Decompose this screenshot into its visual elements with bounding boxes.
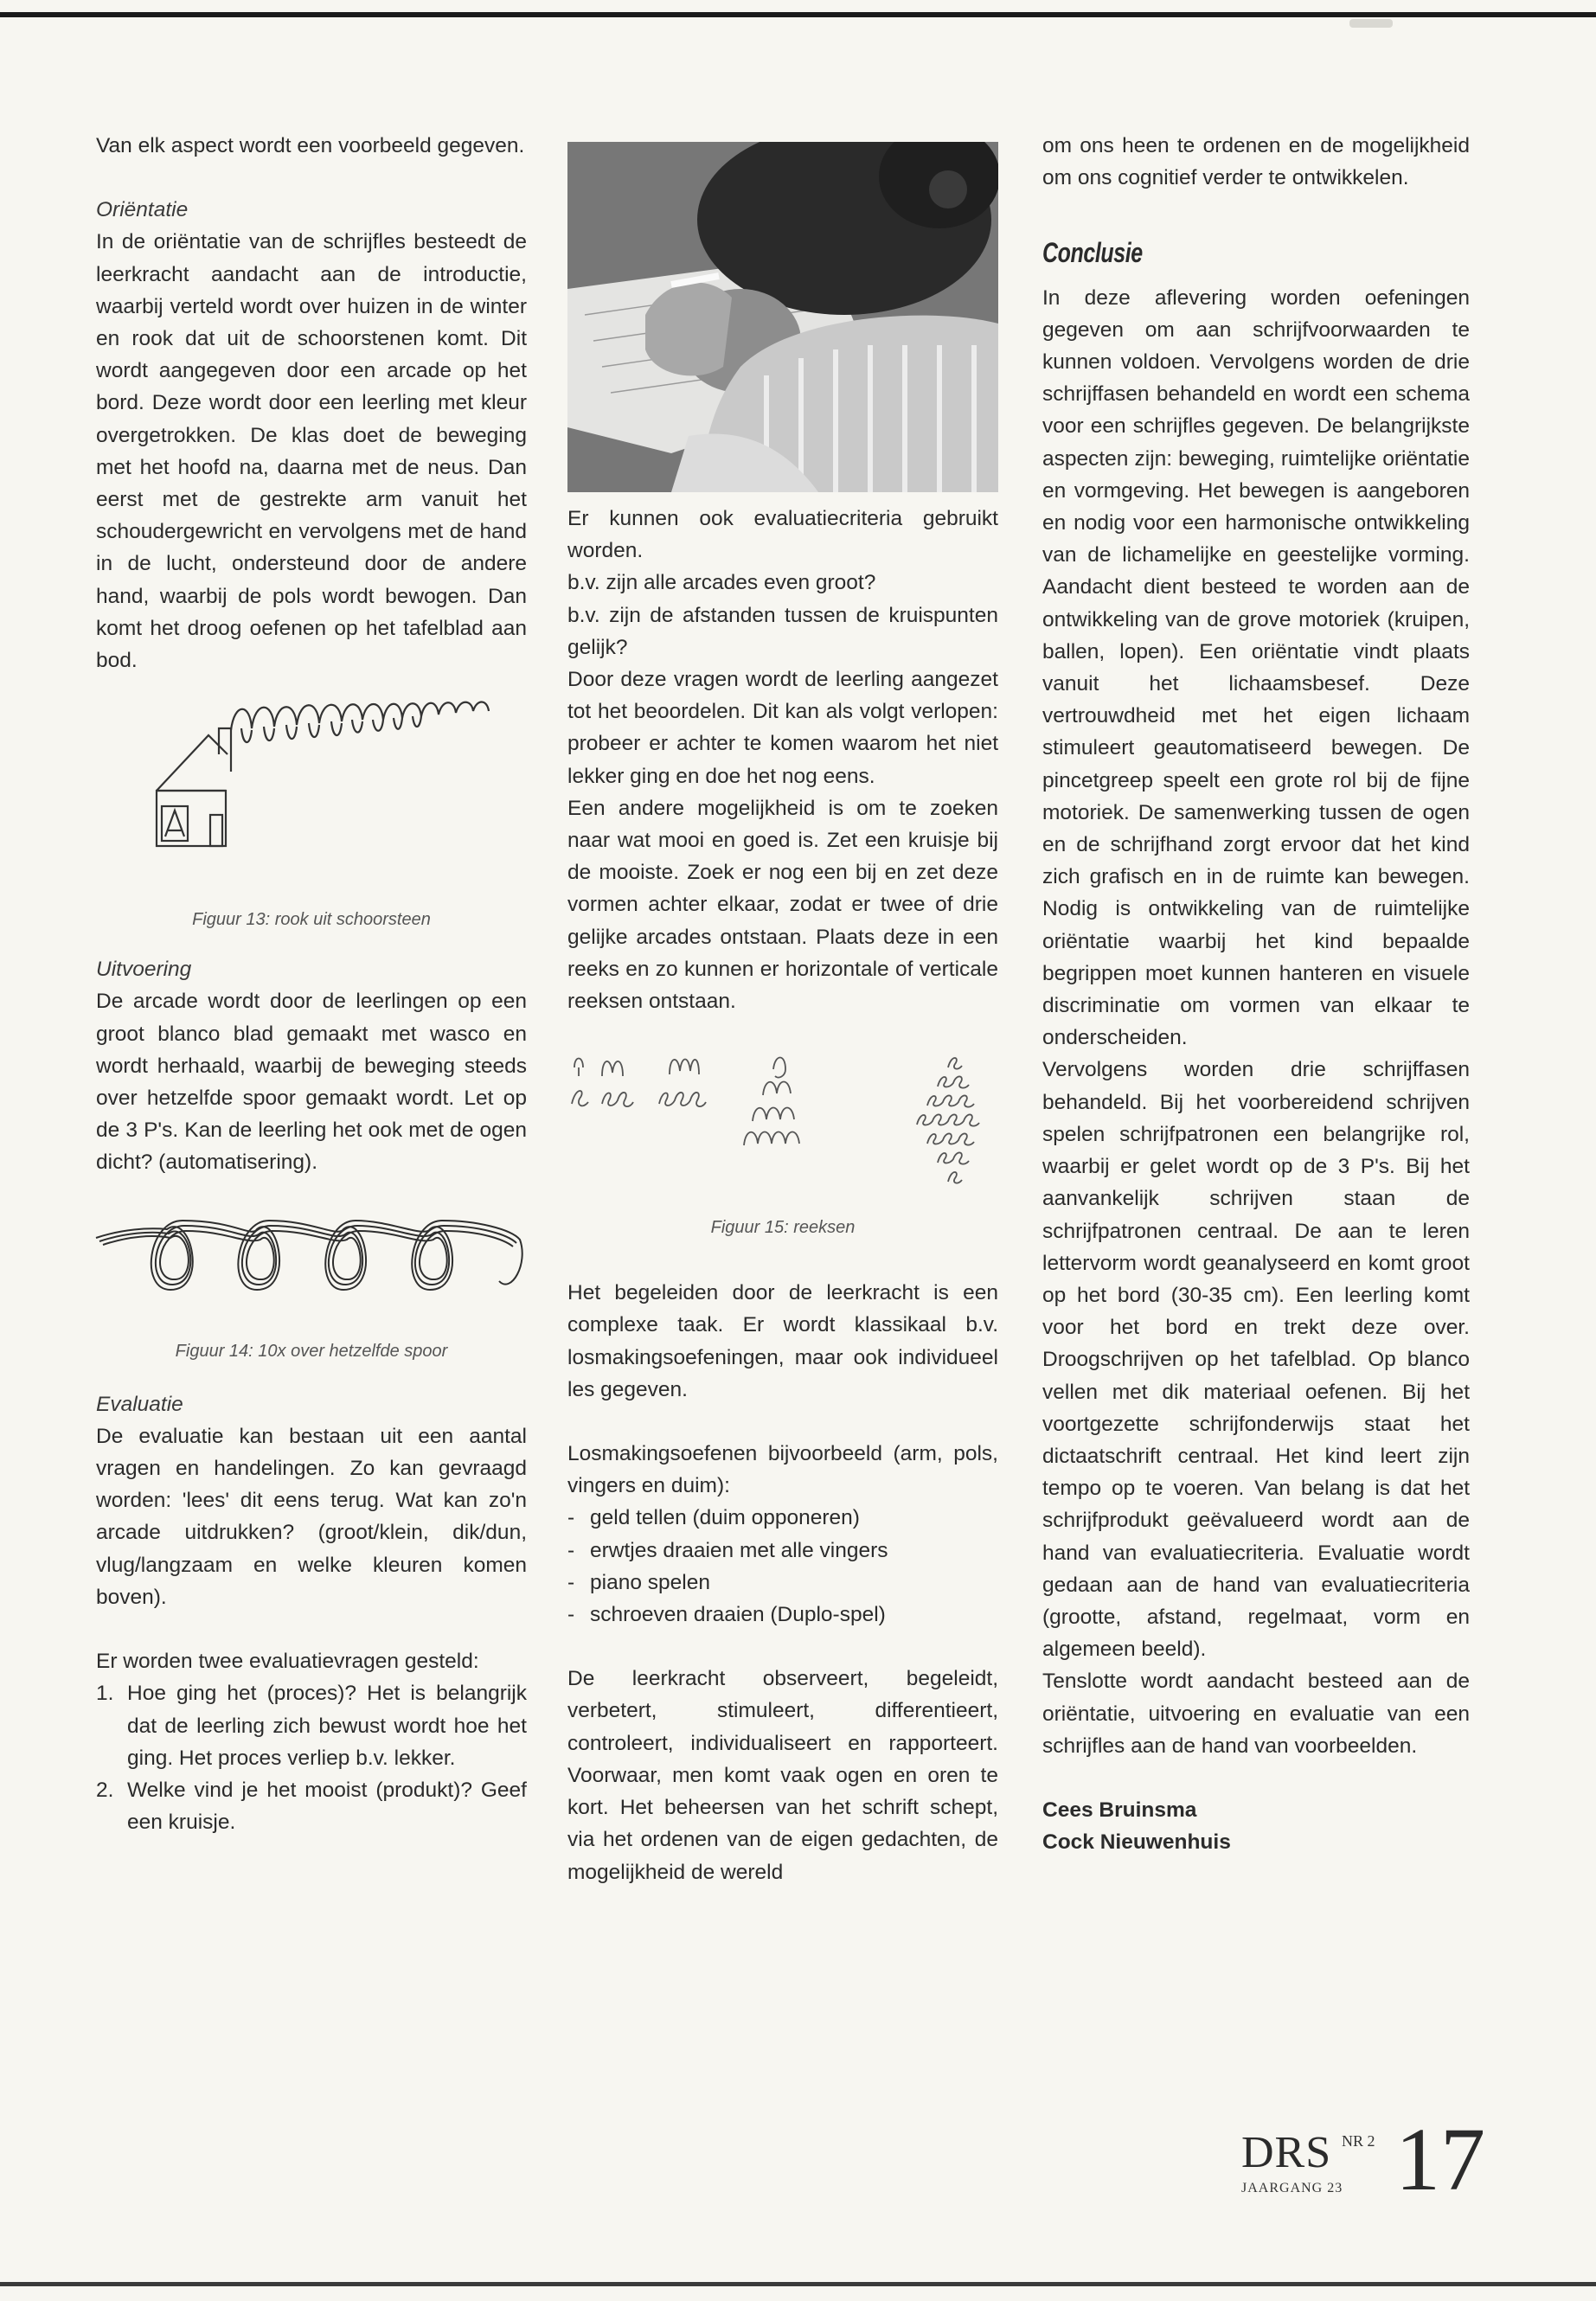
top-rule [0,12,1596,17]
vragen-intro: Er worden twee evaluatievragen gesteld: [96,1650,479,1674]
figure-15 [567,1017,998,1277]
list-item: - schroeven draaien (Duplo-spel) [567,1599,998,1631]
evaluatie-heading: Evaluatie [96,1392,183,1416]
figure-13 [96,676,527,936]
uitvoering-text: De arcade wordt door de leerlingen op een groot blanco blad gemaakt met wasco en wordt herhaald, waarbij de beweging steeds over hetzelfde spoor gemaakt wordt. Let op de 3 P's. Kan de leerling het ook met de ogen dicht? (automatisering). [96,990,527,1175]
evaluatie-vragen-list [96,1677,527,1838]
losmaking-intro: Losmakingsoefenen bijvoorbeeld (arm, pols, vingers en duim): [567,1442,998,1498]
list-item: - geld tellen (duim opponeren) [567,1502,998,1534]
conclusie-heading: Conclusie [1042,237,1143,269]
orientatie-heading: Oriëntatie [96,198,189,222]
conclusie-paragraph-3: Tenslotte wordt aandacht besteed aan de oriëntatie, uitvoering en evaluatie van een schrijfles aan de hand van voorbeelden. [1042,1670,1470,1758]
conclusie-paragraph-2: Vervolgens worden drie schrijffasen behandeld. Bij het voorbereidend schrijven spelen schrijfpatronen een belangrijke rol, waarbij er gelet wordt op de 3 P's. Bij het aanvankelijk schrijven staan de schrijfpatronen centraal. De aan te leren lettervorm wordt geanalyseerd en komt groot op het bord (30-35 cm). Een leerling komt voor het bord en trekt deze over. Droogschrijven op het tafelblad. Op blanco vellen met dik materiaal oefenen. Bij het voortgezette schrijfonderwijs staat het dictaatschrift centraal. Het kind leert zijn tempo op te voeren. Van belang is dat het schrijfprodukt geëvalueerd wordt aan de hand van evaluatiecriteria. Evaluatie wordt gedaan aan de hand van evaluatiecriteria (grootte, afstand, regelmaat, vorm en algemeen beeld). [1042,1058,1470,1662]
vraag-1: b.v. zijn alle arcades even groot? [567,571,876,595]
list-item: 1. Hoe ging het (proces)? Het is belangrijk dat de leerling zich bewust wordt hoe het ging. Het proces verliep b.v. lekker. [96,1682,527,1770]
magazine-name: DRS [1241,2128,1332,2177]
beoordelen-text: Door deze vragen wordt de leerling aangezet tot het beoordelen. Dit kan als volgt verlopen: probeer er achter te komen waarom het niet lekker ging en doe het nog eens. [567,668,998,788]
column-1 [96,130,527,1838]
figure-13-caption: Figuur 13: rook uit schoorsteen [192,910,431,930]
column-2 [567,131,998,1888]
top-smudge [1349,19,1393,28]
house-smoke-drawing [96,694,527,893]
continuation-text: om ons heen te ordenen en de mogelijkheid om ons cognitief verder te ontwikkelen. [1042,134,1470,190]
issue-number: NR 2 [1342,2132,1375,2150]
figure-14-caption: Figuur 14: 10x over hetzelfde spoor [175,1341,448,1361]
conclusie-paragraph-1: In deze aflevering worden oefeningen gegeven om aan schrijfvoorwaarden te kunnen voldoen. Vervolgens worden de drie schrijffasen behandeld en wordt een schema voor een schrijfles gegeven. De belangrijkste aspecten zijn: beweging, ruimtelijke oriëntatie en vormgeving. Het bewegen is aangeboren en nodig voor een harmonische ontwikkeling van de lichamelijke en geestelijke vorming. Aandacht dient besteed te worden aan de ontwikkeling van de grove motoriek (kruipen, ballen, lopen). Een oriëntatie vindt plaats vanuit het lichaamsbesef. Deze vertrouwdheid met het eigen lichaam stimuleert geautomatiseerd bewegen. De pincetgreep speelt een grote rol bij de fijne motoriek. De samenwerking tussen de ogen en de schrijfhand zorgt ervoor dat het kind zich grafisch en in de ruimte kan bewegen. Nodig is ontwikkeling van de ruimtelijke oriëntatie waarbij het kind bepaalde begrippen moet kunnen hanteren en visuele discriminatie om vormen van elkaar te onderscheiden. [1042,285,1470,1050]
mogelijkheid-text: Een andere mogelijkheid is om te zoeken naar wat mooi en goed is. Zet een kruisje bij de mooiste. Zoek er nog een bij en zet deze vormen achter elkaar, zodat er twee of drie gelijke arcades ontstaan. Plaats deze in een reeks en zo kunnen er horizontale of verticale reeksen ontstaan. [567,796,998,1014]
page-number: 17 [1395,2110,1485,2209]
column-3 [1042,130,1470,1858]
begeleiden-text: Het begeleiden door de leerkracht is een complexe taak. Er wordt klassikaal b.v. losmakingsoefeningen, maar ook individueel les gegeven. [567,1281,998,1401]
criteria-text: Er kunnen ook evaluatiecriteria gebruikt worden. [567,507,998,563]
list-item: - erwtjes draaien met alle vingers [567,1535,998,1567]
page-footer [1241,2110,1501,2227]
reeksen-drawing [567,1050,998,1189]
bottom-rule [0,2282,1596,2286]
spiral-loops-drawing [87,1186,537,1316]
intro-text: Van elk aspect wordt een voorbeeld gegeven. [96,134,525,157]
author-1: Cees Bruinsma [1042,1798,1197,1822]
figure-14 [96,1179,527,1369]
author-2: Cock Nieuwenhuis [1042,1830,1231,1855]
girl-writing-photo [567,142,998,492]
volume-label: JAARGANG 23 [1241,2181,1343,2195]
uitvoering-heading: Uitvoering [96,958,192,982]
list-item: 2. Welke vind je het mooist (produkt)? Geef een kruisje. [96,1778,527,1835]
observeert-text: De leerkracht observeert, begeleidt, verbetert, stimuleert, differentieert, controleert, individualiseert en rapporteert. Voorwaar, men komt vaak ogen en oren te kort. Het beheersen van het schrift schept, via het ordenen van de eigen gedachten, de mogelijkheid de wereld [567,1667,998,1884]
list-item: - piano spelen [567,1567,998,1599]
vraag-2: b.v. zijn de afstanden tussen de kruispunten gelijk? [567,603,998,659]
orientatie-text: In de oriëntatie van de schrijfles besteedt de leerkracht aandacht aan de introductie, waarbij verteld wordt over huizen in de winter en rook dat uit de schoorstenen komt. Dit wordt aangegeven door een arcade op het bord. Deze wordt door een leerling met kleur overgetrokken. De klas doet de beweging met het hoofd na, daarna met de neus. Dan eerst met de gestrekte arm vanuit het schoudergewricht en vervolgens met de hand in de lucht, ondersteund door de andere hand, waarbij de pols wordt bewogen. Dan komt het droog oefenen op het tafelblad aan bod. [96,230,527,673]
figure-15-caption: Figuur 15: reeksen [710,1218,856,1238]
losmaking-list [567,1502,998,1631]
evaluatie-text: De evaluatie kan bestaan uit een aantal vragen en handelingen. Zo kan gevraagd worden: 'lees' dit eens terug. Wat kan zo'n arcade uitdrukken? (groot/klein, dik/dun, vlug/langzaam en welke kleuren komen boven). [96,1424,527,1609]
